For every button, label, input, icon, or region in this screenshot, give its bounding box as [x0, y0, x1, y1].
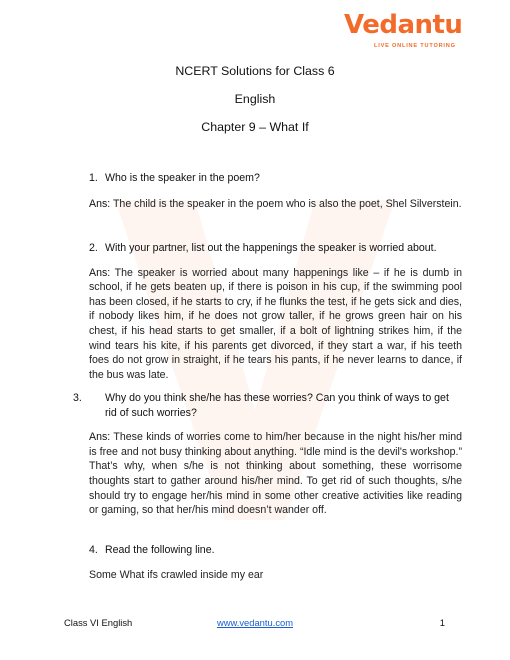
answer-4: Some What ifs crawled inside my ear	[89, 568, 264, 581]
logo-wordmark: Vedantu	[344, 10, 463, 40]
question-2: 2. With your partner, list out the happenings the speaker is worried about.	[89, 242, 437, 254]
question-3: 3. Why do you think she/he has these worries? Can you think of ways to get rid of such worries?	[73, 392, 449, 419]
page-number: 1	[439, 617, 445, 628]
document-subject: English	[234, 92, 276, 106]
qa-block-4	[89, 543, 462, 582]
footer-website-link[interactable]: www.vedantu.com	[216, 617, 294, 628]
vedantu-logo	[344, 10, 464, 54]
answer-3: Ans: These kinds of worries come to him/her because in the night his/her mind is free and not busy thinking about anything. “Idle mind is the devil's workshop.” That’s why, when s/he is not thinking about something, these worrisome thoughts start to gather around his/her mind. To get rid of such thoughts, s/he should try to engage her/his mind in some other creative activities like reading or gaming, so that her/his mind doesn’t wander off.	[89, 431, 462, 517]
question-1: 1. Who is the speaker in the poem?	[89, 172, 260, 184]
qa-block-1	[89, 171, 462, 211]
question-4: 4. Read the following line.	[89, 544, 215, 556]
footer-class-label: Class VI English	[64, 617, 133, 628]
chapter-title: Chapter 9 – What If	[201, 120, 309, 134]
answer-2: Ans: The speaker is worried about many happenings like – if he is dumb in school, if he gets beaten up, if there is poison in his cup, if the swimming pool has been closed, if he starts to cry, if he flunks the test, if he gets sick and dies, if nobody likes him, if he does not grow taller, if he grows green hair on his chest, if his head starts to get smaller, if a bolt of lightning strikes him, if the wind tears his kite, if his parents get divorced, if they start a war, if his teeth foes do not grow in straight, if he tears his pants, if he never learns to dance, if the bus was late.	[89, 266, 462, 381]
answer-1: Ans: The child is the speaker in the poem who is also the poet, Shel Silverstein.	[89, 197, 462, 210]
qa-block-2	[89, 241, 462, 382]
document-title: NCERT Solutions for Class 6	[175, 64, 335, 78]
page-footer	[0, 617, 510, 633]
logo-tagline: LIVE ONLINE TUTORING	[374, 43, 456, 49]
qa-block-3	[73, 391, 462, 518]
